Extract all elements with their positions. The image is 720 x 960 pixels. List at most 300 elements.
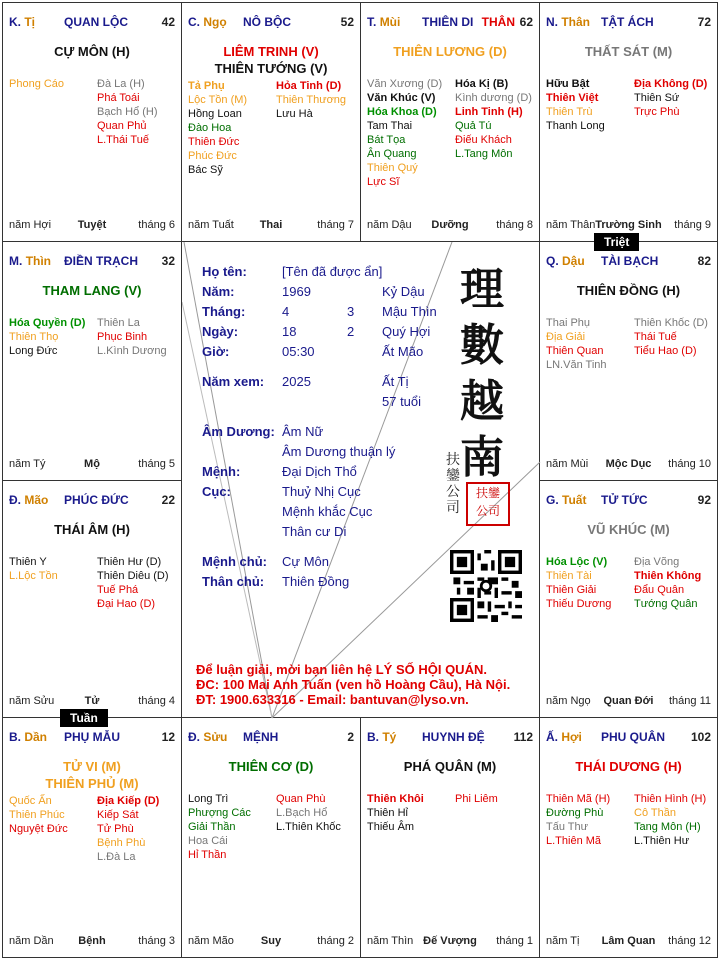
calli-char-4: 南 xyxy=(460,432,504,483)
palace-stage: Lâm Quan xyxy=(601,935,656,947)
value-than-chu: Thiên Đồng xyxy=(282,574,350,589)
minor-star: Thiên Khốc (D) xyxy=(634,317,708,329)
minor-star: Phục Binh xyxy=(97,331,148,343)
minor-stars-left xyxy=(9,794,68,836)
minor-star: Trực Phù xyxy=(634,106,680,118)
palace-name: TỬ TỨC xyxy=(601,493,648,507)
palace-can-chi xyxy=(546,254,585,268)
minor-stars-right xyxy=(97,77,158,147)
main-stars xyxy=(182,758,360,775)
palace-month: tháng 10 xyxy=(668,458,711,470)
minor-star: LN.Văn Tinh xyxy=(546,359,607,371)
palace-header xyxy=(9,15,175,31)
palace-can: N. xyxy=(546,15,558,29)
palace-chi: Ngọ xyxy=(203,15,227,29)
minor-star: L.Thiên Mã xyxy=(546,835,602,847)
palace-month: tháng 8 xyxy=(496,219,533,231)
label-menh: Mệnh: xyxy=(202,464,241,479)
minor-star: Thiên Hình (H) xyxy=(634,793,707,805)
label-nam: Năm: xyxy=(202,284,235,299)
value-am-duong-2: Âm Dương thuận lý xyxy=(282,444,396,459)
minor-star: Thiên Giải xyxy=(546,584,597,596)
value-cuc-2: Mệnh khắc Cục xyxy=(282,504,373,519)
minor-star: Kình dương (D) xyxy=(455,92,532,104)
red-seal-stamp xyxy=(466,482,510,526)
value-nam-xem: 2025 xyxy=(282,374,311,389)
minor-stars-left xyxy=(546,316,607,372)
minor-star: Linh Tinh (H) xyxy=(455,106,523,118)
contact-line-1: Để luận giải, mời bạn liên hệ LÝ SỐ HỘI QUÁN. xyxy=(196,662,487,677)
minor-star: L.Thiên Khốc xyxy=(276,821,341,833)
main-stars xyxy=(540,521,717,538)
minor-stars-right xyxy=(455,792,498,806)
palace-stage: Quan Đới xyxy=(603,695,654,707)
palace-name: NÔ BỘC xyxy=(243,15,291,29)
minor-star: Đại Hao (D) xyxy=(97,598,156,610)
minor-star: Địa Giải xyxy=(546,331,586,343)
palace-ngo xyxy=(181,2,361,242)
palace-can-chi xyxy=(9,730,47,744)
palace-name: TẬT ÁCH xyxy=(601,15,654,29)
palace-footer xyxy=(546,458,711,472)
minor-stars-left xyxy=(546,792,610,848)
palace-year: năm Hợi xyxy=(9,219,52,231)
main-star: CỰ MÔN (H) xyxy=(54,44,130,59)
minor-star: Quốc Ấn xyxy=(9,795,52,807)
main-stars xyxy=(540,43,717,60)
palace-footer xyxy=(546,219,711,233)
palace-suu xyxy=(181,717,361,958)
value-ngay: 18 xyxy=(282,324,297,339)
minor-star: Thiên Diêu (D) xyxy=(97,570,169,582)
main-stars xyxy=(3,43,181,60)
minor-stars-left xyxy=(9,77,64,91)
palace-chi: Hợi xyxy=(561,730,582,744)
minor-stars-right xyxy=(634,792,706,848)
minor-stars-right xyxy=(97,316,167,358)
minor-star: Thiên Phúc xyxy=(9,809,65,821)
value-tuoi: 57 tuổi xyxy=(382,394,422,409)
palace-can: T. xyxy=(367,15,377,29)
minor-star: L.Đà La xyxy=(97,851,136,863)
palace-can-chi xyxy=(9,493,48,507)
palace-stage: Đế Vượng xyxy=(423,935,477,947)
contact-line-3: ĐT: 1900.633316 - Email: bantuvan@lyso.vn. xyxy=(196,692,469,707)
main-star: THIÊN ĐỒNG (H) xyxy=(576,283,681,298)
value-gio: 05:30 xyxy=(282,344,315,359)
palace-age-number: 12 xyxy=(161,730,175,744)
minor-star: Quả Tú xyxy=(455,120,492,132)
minor-star: Thiên Hư (D) xyxy=(97,556,162,568)
palace-header xyxy=(367,15,533,31)
palace-name: PHÚC ĐỨC xyxy=(64,493,129,507)
value-thang-canchi: Mậu Thìn xyxy=(382,304,437,319)
palace-footer xyxy=(546,695,711,709)
contact-info xyxy=(196,662,510,707)
palace-month: tháng 12 xyxy=(668,935,711,947)
main-stars xyxy=(3,758,181,792)
value-cuc: Thuỷ Nhị Cục xyxy=(282,484,361,499)
minor-star: Đường Phù xyxy=(546,807,604,819)
palace-name: PHỤ MẪU xyxy=(64,730,120,744)
minor-star: L.Tang Môn xyxy=(455,148,513,160)
minor-stars-right xyxy=(634,316,708,358)
minor-star: Giải Thần xyxy=(188,821,236,833)
minor-star: Ân Quang xyxy=(367,148,417,160)
minor-stars-right xyxy=(634,555,701,611)
palace-stage: Trường Sinh xyxy=(595,219,662,231)
side-char-4: 司 xyxy=(446,500,460,516)
minor-stars-left xyxy=(546,77,605,133)
main-stars xyxy=(361,43,539,60)
palace-tuat xyxy=(539,480,718,718)
minor-star: Lực Sĩ xyxy=(367,176,400,188)
side-char-2: 鑾 xyxy=(446,468,460,484)
palace-can: M. xyxy=(9,254,23,268)
minor-star: Hóa Kị (B) xyxy=(455,78,509,90)
value-am-duong: Âm Nữ xyxy=(282,424,324,439)
minor-star: Thái Tuế xyxy=(634,331,677,343)
value-menh: Đại Dịch Thổ xyxy=(282,464,357,479)
minor-star: Phúc Đức xyxy=(188,150,237,162)
minor-star: Thiếu Âm xyxy=(367,821,415,833)
main-star: THÁI DƯƠNG (H) xyxy=(575,759,682,774)
minor-star: Long Đức xyxy=(9,345,58,357)
palace-name: TÀI BẠCH xyxy=(601,254,659,268)
minor-star: Phượng Các xyxy=(188,807,251,819)
minor-star: Long Trì xyxy=(188,793,229,805)
palace-mui xyxy=(360,2,540,242)
minor-star: Địa Không (D) xyxy=(634,78,708,90)
minor-star: Cô Thần xyxy=(634,807,676,819)
value-ngay-canchi: Quý Hợi xyxy=(382,324,431,339)
minor-star: Thiếu Dương xyxy=(546,598,612,610)
value-nam: 1969 xyxy=(282,284,311,299)
palace-footer xyxy=(9,935,175,949)
palace-name: ĐIỀN TRẠCH xyxy=(64,254,138,268)
palace-dau xyxy=(539,241,718,481)
palace-age-number: 62 xyxy=(519,15,533,29)
main-stars xyxy=(3,282,181,299)
label-am-duong: Âm Dương: xyxy=(202,424,275,439)
minor-star: Hóa Khoa (D) xyxy=(367,106,437,118)
minor-star: Hóa Lộc (V) xyxy=(546,556,608,568)
calligraphy-side-text xyxy=(446,452,464,516)
value-ngay-am: 2 xyxy=(347,324,355,339)
minor-star: Văn Xương (D) xyxy=(367,78,443,90)
palace-month: tháng 9 xyxy=(674,219,711,231)
minor-star: Hóa Quyền (D) xyxy=(9,317,86,329)
minor-star: Thanh Long xyxy=(546,120,605,132)
minor-stars-right xyxy=(455,77,532,161)
minor-star: Văn Khúc (V) xyxy=(367,92,436,104)
minor-star: Hoa Cái xyxy=(188,835,228,847)
minor-star: Thiên Sứ xyxy=(634,92,680,104)
palace-can-chi xyxy=(367,730,396,744)
minor-star: Tiểu Hao (D) xyxy=(634,345,697,357)
minor-star: Phá Toái xyxy=(97,92,140,104)
seal-text: 扶鑾 公司 xyxy=(475,486,500,518)
calli-char-1: 理 xyxy=(460,264,504,315)
minor-star: Địa Võng xyxy=(634,556,680,568)
palace-year: năm Sửu xyxy=(9,695,55,707)
palace-month: tháng 2 xyxy=(317,935,354,947)
palace-month: tháng 6 xyxy=(138,219,175,231)
palace-can-chi xyxy=(9,254,51,268)
minor-star: Lộc Tồn (M) xyxy=(188,94,248,106)
palace-can-chi xyxy=(367,15,400,29)
minor-stars-left xyxy=(9,316,85,358)
palace-hoi xyxy=(539,717,718,958)
minor-stars-right xyxy=(97,555,169,611)
palace-stage: Bệnh xyxy=(78,935,106,947)
palace-header xyxy=(546,493,711,509)
minor-stars-right xyxy=(634,77,707,119)
palace-can: Q. xyxy=(546,254,559,268)
palace-ty xyxy=(2,2,182,242)
palace-year: năm Tuất xyxy=(188,219,234,231)
palace-header xyxy=(546,15,711,31)
minor-star: Hỏa Tinh (D) xyxy=(276,80,342,92)
value-nam-xem-canchi: Ất Tị xyxy=(382,374,409,389)
label-than-chu: Thân chủ: xyxy=(202,574,265,589)
calli-char-2: 數 xyxy=(460,320,504,371)
label-ho-ten: Họ tên: xyxy=(202,264,247,279)
palace-chi: Dậu xyxy=(562,254,585,268)
main-star: THIÊN CƠ (D) xyxy=(228,759,314,774)
palace-header xyxy=(367,730,533,746)
contact-line-2: ĐC: 100 Mai Anh Tuấn (ven hồ Hoàng Cầu), Hà Nội. xyxy=(196,677,511,692)
palace-name: THIÊN DI xyxy=(422,15,474,29)
minor-star: Thiên Không xyxy=(634,570,702,582)
main-star: THAM LANG (V) xyxy=(42,283,142,298)
palace-age-number: 42 xyxy=(161,15,175,29)
minor-star: Thiên Đức xyxy=(188,136,240,148)
main-star: VŨ KHÚC (M) xyxy=(587,522,670,537)
palace-chi: Thìn xyxy=(25,254,52,268)
palace-age-number: 82 xyxy=(697,254,711,268)
minor-star: Thiên Thọ xyxy=(9,331,59,343)
minor-star: Phong Cáo xyxy=(9,78,65,90)
palace-year: năm Dậu xyxy=(367,219,412,231)
palace-month: tháng 5 xyxy=(138,458,175,470)
palace-year: năm Dần xyxy=(9,935,54,947)
palace-header xyxy=(9,493,175,509)
palace-chi: Thân xyxy=(561,15,591,29)
palace-can-chi xyxy=(188,730,227,744)
palace-chi: Tý xyxy=(382,730,397,744)
palace-year: năm Thìn xyxy=(367,935,414,947)
palace-year: năm Mùi xyxy=(546,458,589,470)
palace-dan xyxy=(2,717,182,958)
palace-can: C. xyxy=(188,15,200,29)
palace-stage: Mộ xyxy=(84,458,100,470)
palace-footer xyxy=(9,458,175,472)
palace-footer xyxy=(367,219,533,233)
value-ho-ten: [Tên đã được ẩn] xyxy=(282,264,383,279)
label-gio: Giờ: xyxy=(202,344,230,359)
palace-can: G. xyxy=(546,493,559,507)
minor-star: L.Kình Dương xyxy=(97,345,167,357)
palace-can-chi xyxy=(546,493,586,507)
minor-star: Tuế Phá xyxy=(97,584,139,596)
calli-char-3: 越 xyxy=(460,376,504,427)
value-gio-canchi: Ất Mão xyxy=(382,344,424,359)
palace-name: MỆNH xyxy=(243,730,279,744)
palace-year: năm Ngọ xyxy=(546,695,591,707)
minor-star: Bạch Hổ (H) xyxy=(97,106,158,118)
palace-mao xyxy=(2,480,182,718)
palace-age-number: 112 xyxy=(513,730,533,744)
value-thang-am: 3 xyxy=(347,304,355,319)
value-cuc-3: Thân cư Di xyxy=(282,524,347,539)
palace-chi: Tuất xyxy=(562,493,587,507)
palace-month: tháng 3 xyxy=(138,935,175,947)
minor-star: Tử Phù xyxy=(97,823,134,835)
minor-star: Quan Phù xyxy=(276,793,326,805)
minor-star: Điếu Khách xyxy=(455,134,512,146)
minor-star: Đào Hoa xyxy=(188,122,232,134)
palace-chi: Mùi xyxy=(379,15,401,29)
minor-stars-left xyxy=(188,79,247,177)
minor-star: Địa Kiếp (D) xyxy=(97,795,160,807)
minor-star: Hồng Loan xyxy=(188,108,242,120)
qr-code-icon[interactable] xyxy=(450,550,522,622)
minor-star: Thiên Mã (H) xyxy=(546,793,611,805)
palace-chi: Dần xyxy=(24,730,48,744)
palace-stage: Suy xyxy=(260,935,282,947)
palace-year: năm Thân xyxy=(546,219,596,231)
palace-stage: Thai xyxy=(259,219,283,231)
palace-footer xyxy=(367,935,533,949)
tuan-marker: Tuần xyxy=(60,709,108,727)
minor-star: Tấu Thư xyxy=(546,821,589,833)
palace-can: B. xyxy=(9,730,21,744)
palace-month: tháng 7 xyxy=(317,219,354,231)
main-stars xyxy=(3,521,181,538)
palace-ti xyxy=(360,717,540,958)
tuvi-chart-board xyxy=(2,2,718,958)
label-nam-xem: Năm xem: xyxy=(202,374,265,389)
minor-star: Đẩu Quân xyxy=(634,584,685,596)
main-stars xyxy=(182,43,360,77)
palace-footer xyxy=(9,695,175,709)
palace-thin xyxy=(2,241,182,481)
palace-age-number: 102 xyxy=(690,730,711,744)
palace-chi: Tị xyxy=(24,15,36,29)
minor-star: Nguyệt Đức xyxy=(9,823,68,835)
minor-stars-left xyxy=(367,792,424,834)
minor-star: L.Lộc Tồn xyxy=(9,570,58,582)
palace-can-chi xyxy=(9,15,35,29)
palace-month: tháng 11 xyxy=(668,695,711,707)
than-marker: THÂN xyxy=(481,15,515,29)
minor-star: Bác Sỹ xyxy=(188,164,223,176)
main-star: LIÊM TRINH (V) xyxy=(223,44,319,59)
palace-footer xyxy=(9,219,175,233)
minor-star: Hỉ Thần xyxy=(188,849,227,861)
minor-star: Thiên Hỉ xyxy=(367,807,408,819)
minor-stars-left xyxy=(546,555,611,611)
label-cuc: Cục: xyxy=(202,484,231,499)
main-stars xyxy=(540,758,717,775)
minor-star: Lưu Hà xyxy=(276,108,313,120)
minor-star: Hữu Bật xyxy=(546,78,590,90)
palace-stage: Dưỡng xyxy=(431,219,469,231)
palace-header xyxy=(546,254,711,270)
minor-star: Bệnh Phù xyxy=(97,837,146,849)
minor-star: L.Bạch Hổ xyxy=(276,807,328,819)
minor-stars-left xyxy=(188,792,251,862)
minor-star: Thiên Thương xyxy=(276,94,347,106)
main-star: THẤT SÁT (M) xyxy=(584,44,673,59)
minor-stars-right xyxy=(97,794,159,864)
minor-star: Thiên Quan xyxy=(546,345,604,357)
side-char-3: 公 xyxy=(446,484,460,500)
palace-can: Ấ. xyxy=(546,730,558,744)
minor-star: L.Thái Tuế xyxy=(97,134,149,146)
center-info-panel xyxy=(181,241,540,718)
palace-year: năm Mão xyxy=(188,935,234,947)
palace-header xyxy=(9,730,175,746)
minor-star: Phi Liêm xyxy=(455,793,498,805)
value-menh-chu: Cự Môn xyxy=(282,554,329,569)
palace-can: K. xyxy=(9,15,21,29)
minor-stars-right xyxy=(276,79,346,121)
minor-stars-right xyxy=(276,792,341,834)
minor-star: Kiếp Sát xyxy=(97,809,139,821)
palace-age-number: 52 xyxy=(340,15,354,29)
palace-footer xyxy=(546,935,711,949)
palace-header xyxy=(9,254,175,270)
minor-star: Thiên La xyxy=(97,317,140,329)
minor-star: Bát Tọa xyxy=(367,134,406,146)
palace-can-chi xyxy=(546,730,582,744)
minor-star: Tam Thai xyxy=(367,120,413,132)
main-star: THÁI ÂM (H) xyxy=(54,522,130,537)
palace-can: B. xyxy=(367,730,379,744)
minor-star: Thiên Trù xyxy=(546,106,593,118)
minor-star: Tướng Quân xyxy=(634,598,698,610)
minor-star: L.Thiên Hư xyxy=(634,835,690,847)
palace-stage: Tuyệt xyxy=(77,219,107,231)
palace-age-number: 92 xyxy=(697,493,711,507)
value-nam-canchi: Kỷ Dậu xyxy=(382,284,425,299)
value-thang: 4 xyxy=(282,304,290,319)
minor-star: Thiên Y xyxy=(9,556,47,568)
palace-footer xyxy=(188,935,354,949)
minor-star: Thai Phụ xyxy=(546,317,591,329)
label-thang: Tháng: xyxy=(202,304,246,319)
palace-month: tháng 1 xyxy=(496,935,533,947)
main-star: PHÁ QUÂN (M) xyxy=(403,759,497,774)
palace-month: tháng 4 xyxy=(138,695,175,707)
main-star: THIÊN LƯƠNG (D) xyxy=(393,44,507,59)
main-star: THIÊN TƯỚNG (V) xyxy=(214,61,328,76)
minor-star: Quan Phủ xyxy=(97,120,147,132)
side-char-1: 扶 xyxy=(446,452,460,468)
label-ngay: Ngày: xyxy=(202,324,239,339)
palace-can: Đ. xyxy=(188,730,200,744)
main-stars xyxy=(540,282,717,299)
palace-stage: Mộc Dục xyxy=(605,458,652,470)
minor-star: Thiên Khôi xyxy=(367,793,424,805)
triet-marker: Triệt xyxy=(594,233,639,251)
palace-chi: Sửu xyxy=(203,730,228,744)
minor-star: Thiên Tài xyxy=(546,570,592,582)
minor-star: Thiên Việt xyxy=(546,92,599,104)
minor-stars-left xyxy=(367,77,442,189)
